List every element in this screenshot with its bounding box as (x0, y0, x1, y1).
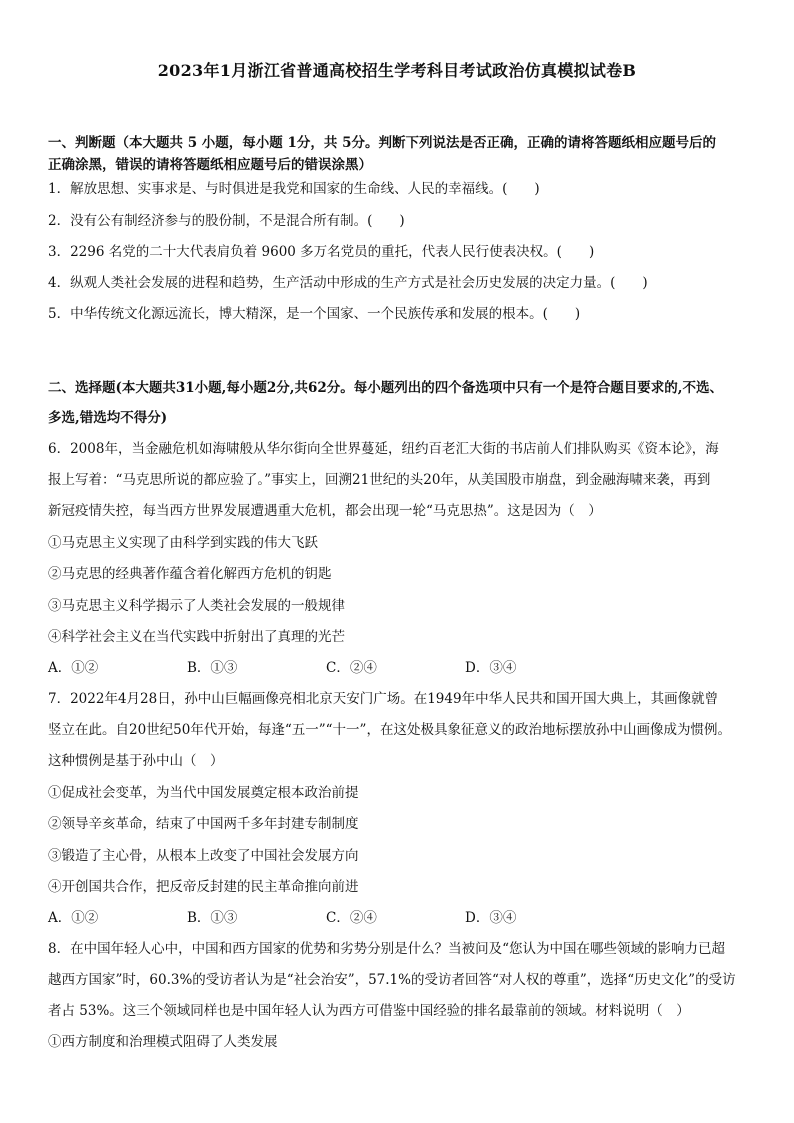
judge-item-4: 4．纵观人类社会发展的进程和趋势，生产活动中形成的生产方式是社会历史发展的决定力量。( ) (48, 275, 648, 291)
q7-option-b: B．①③ (187, 910, 238, 926)
q7-statement-3: ③锻造了主心骨，从根本上改变了中国社会发展方向 (48, 848, 359, 864)
q7-statement-1: ①促成社会变革，为当代中国发展奠定根本政治前提 (48, 785, 359, 801)
section1-header-line1: 一、判断题（本大题共 5 小题，每小题 1分，共 5分。判断下列说法是否正确，正确的请将答题纸相应题号后的 (48, 135, 716, 151)
q8-stem-line2: 越西方国家”时，60.3%的受访者认为是“社会治安”，57.1%的受访者回答“对人权的尊重”，选择“历史文化”的受访 (48, 972, 736, 988)
judge-item-1: 1．解放思想、实事求是、与时俱进是我党和国家的生命线、人民的幸福线。( ) (48, 181, 540, 197)
q6-statement-1: ①马克思主义实现了由科学到实践的伟大飞跃 (48, 535, 318, 551)
q7-option-c: C．②④ (326, 910, 377, 926)
q8-stem-line3: 者占 53%。这三个领域同样也是中国年轻人认为西方可借鉴中国经验的排名最靠前的领域。材料说明（ ） (48, 1003, 690, 1019)
judge-item-2: 2．没有公有制经济参与的股份制，不是混合所有制。( ) (48, 213, 405, 229)
q8-statement-1: ①西方制度和治理模式阻碍了人类发展 (48, 1034, 278, 1050)
q6-stem-line1: 6．2008年，当金融危机如海啸般从华尔街向全世界蔓延，纽约百老汇大街的书店前人们排队购买《资本论》，海 (48, 441, 719, 457)
q7-stem-line2: 竖立在此。自20世纪50年代开始，每逢“五一”“十一”，在这处极具象征意义的政治地标摆放孙中山画像成为惯例。 (48, 722, 731, 738)
q7-option-a: A．①② (48, 910, 99, 926)
q7-option-d: D．③④ (465, 910, 517, 926)
judge-item-3: 3．2296 名党的二十大代表肩负着 9600 多万名党员的重托，代表人民行使表决权。( ) (48, 244, 595, 260)
q7-stem-line3: 这种惯例是基于孙中山（ ） (48, 753, 224, 769)
q8-stem-line1: 8．在中国年轻人心中，中国和西方国家的优势和劣势分别是什么？当被问及“您认为中国在哪些领域的影响力已超 (48, 941, 725, 957)
q6-stem-line3: 新冠疫情失控，每当西方世界发展遭遇重大危机，都会出现一轮“马克思热”。这是因为（ ） (48, 503, 602, 519)
page-title: 2023年1月浙江省普通高校招生学考科目考试政治仿真模拟试卷B (157, 61, 637, 80)
q6-option-a: A．①② (48, 660, 99, 676)
section2-header-line2: 多选,错选均不得分) (48, 410, 168, 426)
q6-statement-4: ④科学社会主义在当代实践中折射出了真理的光芒 (48, 629, 345, 645)
section2-header-line1: 二、选择题(本大题共31小题,每小题2分,共62分。每小题列出的四个备选项中只有一个是符合题目要求的,不选、 (48, 380, 723, 396)
q6-stem-line2: 报上写着：“马克思所说的都应验了。”事实上，回溯21世纪的头20年，从美国股市崩盘，到金融海啸来袭，再到 (48, 472, 711, 488)
q7-statement-2: ②领导辛亥革命，结束了中国两千多年封建专制制度 (48, 816, 359, 832)
q6-option-d: D．③④ (465, 660, 517, 676)
judge-item-5: 5．中华传统文化源远流长，博大精深，是一个国家、一个民族传承和发展的根本。( ) (48, 306, 581, 322)
q6-statement-3: ③马克思主义科学揭示了人类社会发展的一般规律 (48, 598, 345, 614)
q6-option-b: B．①③ (187, 660, 238, 676)
q7-stem-line1: 7．2022年4月28日，孙中山巨幅画像亮相北京天安门广场。在1949年中华人民共和国开国大典上，其画像就曾 (48, 691, 719, 707)
section1-header-line2: 正确涂黑，错误的请将答题纸相应题号后的错误涂黑） (48, 157, 372, 173)
q6-option-c: C．②④ (326, 660, 377, 676)
q6-statement-2: ②马克思的经典著作蕴含着化解西方危机的钥匙 (48, 566, 332, 582)
q7-statement-4: ④开创国共合作，把反帝反封建的民主革命推向前进 (48, 879, 359, 895)
